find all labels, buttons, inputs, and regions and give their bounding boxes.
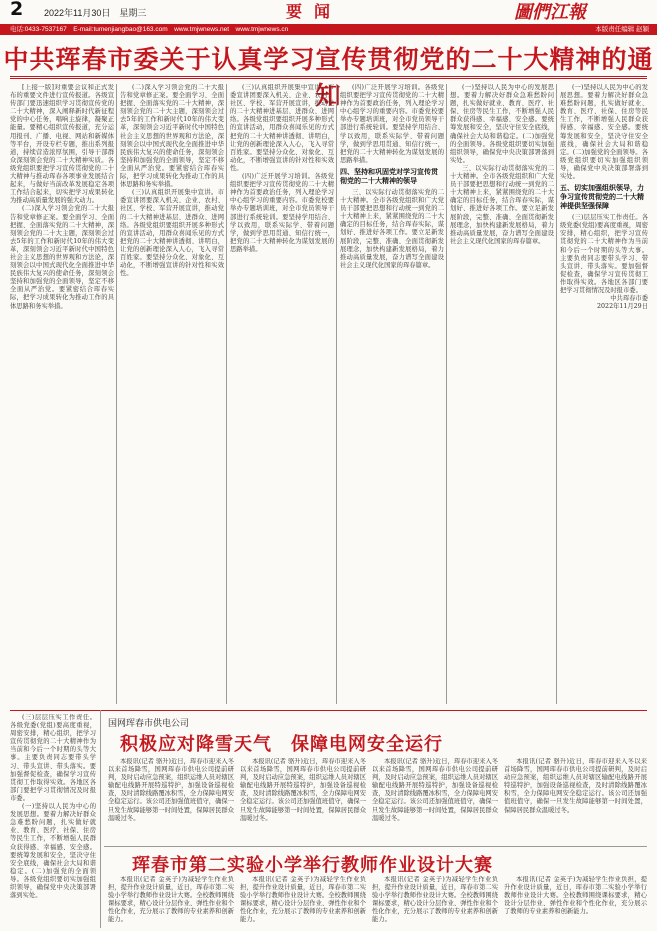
story-headline: 积极应对降雪天气 保障电网安全运行 bbox=[120, 734, 443, 755]
story2-column-1 bbox=[108, 876, 234, 928]
story-paragraph: 本报讯(记者 骆升)近日，珲春市迎来入冬以来首场降雪，国网珲春市供电公司提前研判，及时启动应急预案，组织运维人员对辖区输配电线路开展特巡特护，加强设备巡视检查，及时清除线路覆冰积雪，全力保障电网安全稳定运行。该公司还加强值班值守，确保一旦发生故障能够第一时间处置，保障居民群众温暖过冬。 bbox=[108, 758, 234, 822]
column-divider bbox=[336, 84, 337, 704]
article-paragraph: (三)层层压实工作责任。各级党委(党组)要高度重视，周密安排，精心组织，把学习宣传贯彻党的二十大精神作为当前和今后一个时期的头等大事。主要负责同志要带头学习、带头宣讲、带头落实。要加强督促检查，确保学习宣传贯彻工作取得实效。各地区各部门要把学习贯彻情况及时报市委。 bbox=[560, 214, 648, 294]
story2-column-3 bbox=[372, 876, 498, 928]
article-column-3 bbox=[230, 84, 334, 704]
article-paragraph: (二)深入学习领会党的二十大报告和党章修正案。要全面学习、全面把握、全面落实党的二十大精神，深刻领会党的二十大主题，深刻领会过去5年的工作和新时代10年的伟大变革，深刻领会习近平新时代中国特色社会主义思想的世界观和方法论，深刻领会以中国式现代化全面推进中华民族伟大复兴的使命任务，深刻领会坚持和加强党的全面领导，坚定不移全面从严治党。要紧密结合珲春实际，把学习成果转化为推动工作的具体思路和务实举措。 bbox=[120, 84, 224, 189]
svg-text:圖們江報: 圖們江報 bbox=[514, 2, 586, 22]
story-divider bbox=[104, 846, 647, 847]
story1-column-2 bbox=[240, 758, 366, 842]
article-paragraph: (二)深入学习领会党的二十大报告和党章修正案。要全面学习、全面把握、全面落实党的二十大精神，深刻领会党的二十大主题，深刻领会过去5年的工作和新时代10年的伟大变革，深刻领会习近平新时代中国特色社会主义思想的世界观和方法论，深刻领会以中国式现代化全面推进中华民族伟大复兴的使命任务，深刻领会坚持和加强党的全面领导，坚定不移全面从严治党。要紧密结合珲春实际，把学习成果转化为推动工作的具体思路和务实举措。 bbox=[10, 205, 114, 310]
story-organization-label: 国网珲春市供电公司 bbox=[108, 719, 190, 729]
story-paragraph: 本报讯(记者 骆升)近日，珲春市迎来入冬以来首场降雪，国网珲春市供电公司提前研判，及时启动应急预案，组织运维人员对辖区输配电线路开展特巡特护，加强设备巡视检查，及时清除线路覆冰积雪，全力保障电网安全稳定运行。该公司还加强值班值守，确保一旦发生故障能够第一时间处置，保障居民群众温暖过冬。 bbox=[504, 758, 647, 814]
headline-rule bbox=[10, 76, 647, 77]
section-title: 要闻 bbox=[286, 2, 343, 21]
article-paragraph: (一)坚持以人民为中心的发展思想。要着力解决好群众急难愁盼问题，扎实做好就业、教育、医疗、社保、住房等民生工作，不断增强人民群众获得感、幸福感、安全感。要统筹发展和安全，坚决守住安全底线，确保社会大局和谐稳定。(二)加强党的全面领导。各级党组织要切实加强组织领导，确保党中央决策部署落到实处。 bbox=[10, 803, 96, 900]
headline: 中共珲春市委关于认真学习宣传贯彻党的二十大精神的通知 bbox=[3, 45, 654, 110]
story-paragraph: 本报讯(记者 金英子)为减轻学生作业负担，提升作业设计质量，近日，珲春市第二实验小学举行教师作业设计大赛。全校教师围绕课标要求，精心设计分层作业、弹性作业和个性化作业，充分展示了教师的专业素养和创新能力。 bbox=[504, 876, 647, 916]
column-divider bbox=[446, 84, 447, 704]
page-number: 2 bbox=[10, 0, 24, 20]
article-column-1-continued bbox=[10, 714, 96, 926]
article-paragraph: [上接一版]对重要会议和正式发布的重要文件进行宣传报道。各级宣传部门要迅速组织学习贯彻宣传党的二十大精神，深入阐释新时代新征程党的中心任务，唱响主旋律，凝聚正能量。要精心组织宣传报道，充分运用报刊、广播、电视、网站和新媒体等平台，开设专栏专题，推出系列报道，持续营造浓厚氛围，引导干部群众深刻领会党的二十大精神实质。各级党组织要把学习宣传贯彻党的二十大精神与推动珲春各项事业发展结合起来，与做好当前改革发展稳定各项工作结合起来，切实把学习成果转化为推动高质量发展的强大动力。 bbox=[10, 84, 114, 205]
column-divider bbox=[556, 84, 557, 704]
article-column-2 bbox=[120, 84, 224, 704]
editor-credit: 本版责任编辑 赵颖 bbox=[595, 26, 649, 33]
signature-date: 2022年11月29日 bbox=[597, 303, 648, 311]
subheading: 四、坚持和巩固党对学习宣传贯彻党的二十大精神的领导 bbox=[340, 167, 438, 185]
story-paragraph: 本报讯(记者 金英子)为减轻学生作业负担，提升作业设计质量，近日，珲春市第二实验小学举行教师作业设计大赛。全校教师围绕课标要求，精心设计分层作业、弹性作业和个性化作业，充分展示了教师的专业素养和创新能力。 bbox=[372, 876, 498, 924]
story-paragraph: 本报讯(记者 金英子)为减轻学生作业负担，提升作业设计质量，近日，珲春市第二实验小学举行教师作业设计大赛。全校教师围绕课标要求，精心设计分层作业、弹性作业和个性化作业，充分展示了教师的专业素养和创新能力。 bbox=[240, 876, 366, 924]
article-paragraph: 三、以实际行动贯彻落实党的二十大精神。全市各级党组织和广大党员干部要把思想和行动统一到党的二十大精神上来，紧紧围绕党的二十大确定的目标任务，结合珲春实际，谋划好、推进好各项工作。要立足新发展阶段，完整、准确、全面贯彻新发展理念，加快构建新发展格局，着力推动高质量发展，奋力谱写全面建设社会主义现代化国家的珲春篇章。 bbox=[450, 164, 554, 245]
article-column-4 bbox=[340, 84, 444, 704]
article-column-5 bbox=[450, 84, 554, 704]
article-paragraph: (一)坚持以人民为中心的发展思想。要着力解决好群众急难愁盼问题，扎实做好就业、教育、医疗、社保、住房等民生工作，不断增强人民群众获得感、幸福感、安全感。要统筹发展和安全，坚决守住安全底线，确保社会大局和谐稳定。(二)加强党的全面领导。各级党组织要切实加强组织领导，确保党中央决策部署落到实处。 bbox=[450, 84, 554, 164]
story2-column-4 bbox=[504, 876, 647, 928]
article-paragraph: (四)广泛开展学习培训。各级党组织要把学习宣传贯彻党的二十大精神作为首要政治任务，列入理论学习中心组学习的重要内容。市委党校要举办专题培训班，对全市党员领导干部进行系统轮训。要坚持学用结合、学以致用，联系实际学、带着问题学，做到学思用贯通、知信行统一，把党的二十大精神转化为谋划发展的思路举措。 bbox=[230, 173, 334, 253]
contact-info: 电话:0433-7537167 E-mail:tumenjiangbao@163.com www.tmjwnews.net www.tmjwnews.cn bbox=[10, 26, 289, 33]
article-paragraph: (三)认真组织开展集中宣讲。市委宣讲团要深入机关、企业、农村、社区、学校、军营开展宣讲，推动党的二十大精神进基层、进群众、进网络。各级党组织要组织开展多种形式的宣讲活动，用群众喜闻乐见的方式把党的二十大精神讲透彻、讲明白，让党的创新理论深入人心，飞入寻常百姓家。要坚持分众化、对象化、互动化，不断增强宣讲的针对性和实效性。 bbox=[230, 84, 334, 172]
story-paragraph: 本报讯(记者 骆升)近日，珲春市迎来入冬以来首场降雪，国网珲春市供电公司提前研判，及时启动应急预案，组织运维人员对辖区输配电线路开展特巡特护，加强设备巡视检查，及时清除线路覆冰积雪，全力保障电网安全稳定运行。该公司还加强值班值守，确保一旦发生故障能够第一时间处置，保障居民群众温暖过冬。 bbox=[240, 758, 366, 822]
article-paragraph: (三)层层压实工作责任。各级党委(党组)要高度重视，周密安排，精心组织，把学习宣传贯彻党的二十大精神作为当前和今后一个时期的头等大事。主要负责同志要带头学习、带头宣讲、带头落实。要加强督促检查，确保学习宣传贯彻工作取得实效。各地区各部门要把学习贯彻情况及时报市委。 bbox=[10, 714, 96, 802]
story1-column-1 bbox=[108, 758, 234, 842]
article-paragraph: (四)广泛开展学习培训。各级党组织要把学习宣传贯彻党的二十大精神作为首要政治任务，列入理论学习中心组学习的重要内容。市委党校要举办专题培训班，对全市党员领导干部进行系统轮训。要坚持学用结合、学以致用，联系实际学、带着问题学，做到学思用贯通、知信行统一，把党的二十大精神转化为谋划发展的思路举措。 bbox=[340, 84, 444, 164]
column-divider bbox=[226, 84, 227, 704]
story1-column-4 bbox=[504, 758, 647, 842]
story-headline: 珲春市第二实验小学举行教师作业设计大赛 bbox=[132, 855, 493, 876]
article-column-6 bbox=[560, 84, 648, 704]
issue-date: 2022年11月30日 星期三 bbox=[44, 8, 147, 18]
article-paragraph: 三、以实际行动贯彻落实党的二十大精神。全市各级党组织和广大党员干部要把思想和行动统一到党的二十大精神上来，紧紧围绕党的二十大确定的目标任务，结合珲春实际，谋划好、推进好各项工作。要立足新发展阶段，完整、准确、全面贯彻新发展理念，加快构建新发展格局，着力推动高质量发展，奋力谱写全面建设社会主义现代化国家的珲春篇章。 bbox=[340, 188, 444, 269]
story2-column-2 bbox=[240, 876, 366, 928]
signature: 中共珲春市委 bbox=[610, 295, 648, 303]
section-divider bbox=[10, 710, 647, 711]
article-paragraph: (三)认真组织开展集中宣讲。市委宣讲团要深入机关、企业、农村、社区、学校、军营开展宣讲，推动党的二十大精神进基层、进群众、进网络。各级党组织要组织开展多种形式的宣讲活动，用群众喜闻乐见的方式把党的二十大精神讲透彻、讲明白，让党的创新理论深入人心，飞入寻常百姓家。要坚持分众化、对象化、互动化，不断增强宣讲的针对性和实效性。 bbox=[120, 189, 224, 278]
masthead-logo bbox=[512, 0, 630, 22]
article-paragraph: (一)坚持以人民为中心的发展思想。要着力解决好群众急难愁盼问题，扎实做好就业、教育、医疗、社保、住房等民生工作，不断增强人民群众获得感、幸福感、安全感。要统筹发展和安全，坚决守住安全底线，确保社会大局和谐稳定。(二)加强党的全面领导。各级党组织要切实加强组织领导，确保党中央决策部署落到实处。 bbox=[560, 84, 648, 181]
column-divider bbox=[116, 84, 117, 704]
contact-bar bbox=[0, 24, 657, 35]
story-paragraph: 本报讯(记者 骆升)近日，珲春市迎来入冬以来首场降雪，国网珲春市供电公司提前研判，及时启动应急预案，组织运维人员对辖区输配电线路开展特巡特护，加强设备巡视检查，及时清除线路覆冰积雪，全力保障电网安全稳定运行。该公司还加强值班值守，确保一旦发生故障能够第一时间处置，保障居民群众温暖过冬。 bbox=[372, 758, 498, 822]
story-paragraph: 本报讯(记者 金英子)为减轻学生作业负担，提升作业设计质量，近日，珲春市第二实验小学举行教师作业设计大赛。全校教师围绕课标要求，精心设计分层作业、弹性作业和个性化作业，充分展示了教师的专业素养和创新能力。 bbox=[108, 876, 234, 924]
story1-column-3 bbox=[372, 758, 498, 842]
subheading: 五、切实加强组织领导，力争习宣传贯彻党的二十大精神提供坚强保障 bbox=[560, 184, 644, 211]
headline-rule bbox=[10, 78, 647, 79]
column-divider bbox=[100, 710, 101, 928]
article-column-1 bbox=[10, 84, 114, 704]
